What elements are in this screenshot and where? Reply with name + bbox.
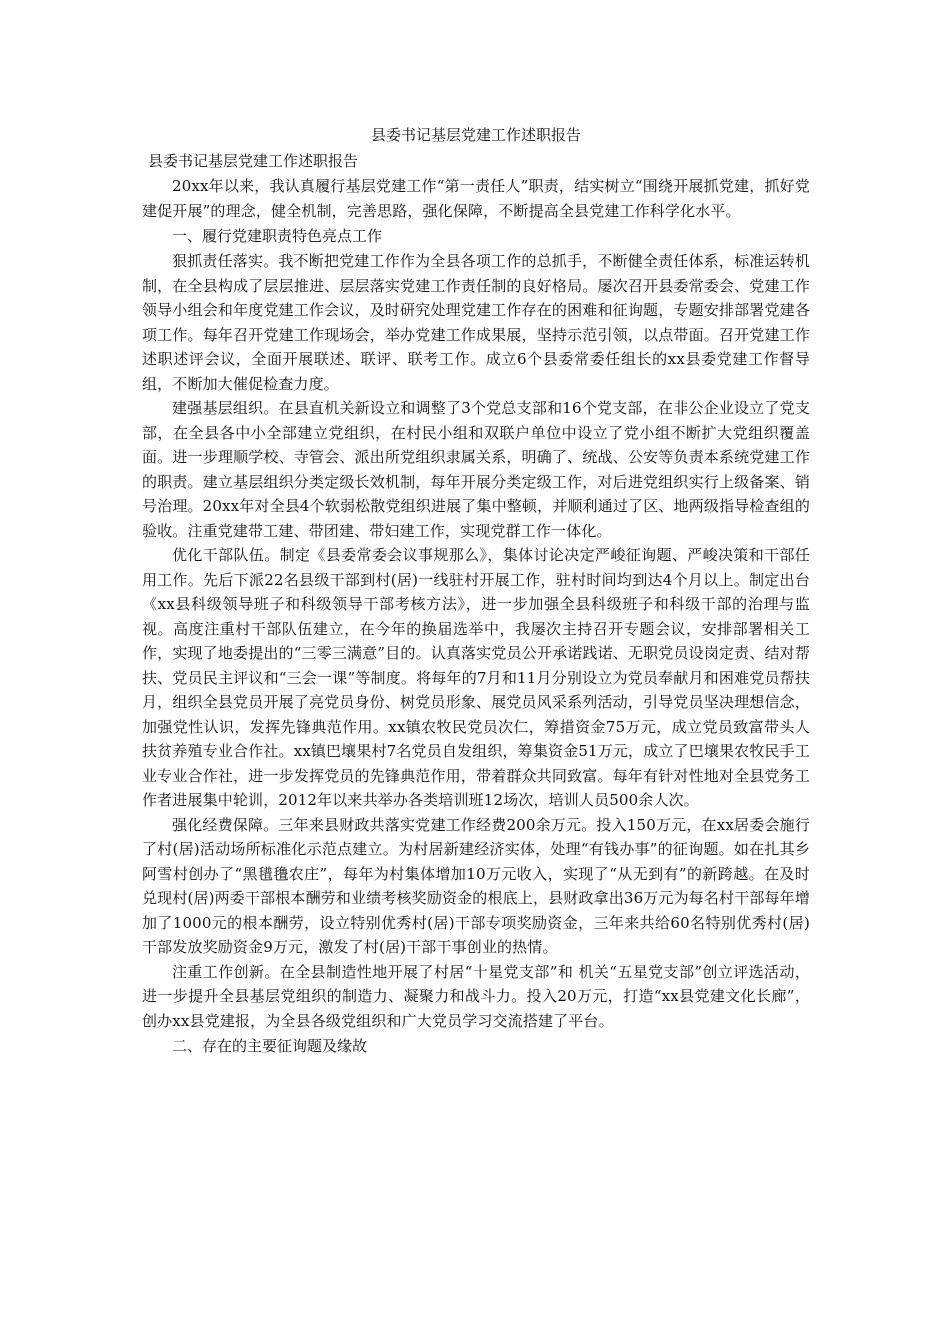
paragraph-organization: 建强基层组织。在县直机关新设立和调整了3个党总支部和16个党支部，在非公企业设立了党支部，在全县各中小全部建立党组织，在村民小组和双联户单位中设立了党小组不断扩大党组织覆盖面。进一步理顺学校、寺管会、派出所党组织隶属关系，明确了、统战、公安等负责本系统党建工作的职责。建立基层组织分类定级长效机制，每年开展分类定级工作，对后进党组织实行上级备案、销号治理。20xx年对全县4个软弱松散党组织进展了集中整顿，并顺利通过了区、地两级指导检查组的验收。注重党建带工建、带团建、带妇建工作，实现党群工作一体化。: [142, 399, 810, 540]
paragraph-responsibility: 狠抓责任落实。我不断把党建工作作为全县各项工作的总抓手，不断健全责任体系，标准运转机制，在全县构成了层层推进、层层落实党建工作责任制的良好格局。屡次召开县委常委会、党建工作领导小组会和年度党建工作会议，及时研究处理党建工作存在的困难和征询题，专题安排部署党建各项工作。每年召开党建工作现场会，举办党建工作成果展，坚持示范引领，以点带面。召开党建工作述职述评会议，全面开展联述、联评、联考工作。成立6个县委常委任组长的xx县委党建工作督导组，不断加大催促检查力度。: [142, 252, 810, 393]
paragraph-innovation: 注重工作创新。在全县制造性地开展了村居“十星党支部”和 机关“五星党支部”创立评选活动，进一步提升全县基层党组织的制造力、凝聚力和战斗力。投入20万元，打造“xx县党建文化长廊”， 创办xx县党建报，为全县各级党组织和广大党员学习交流搭建了平台。: [142, 962, 810, 1030]
intro-paragraph: 20xx年以来，我认真履行基层党建工作“第一责任人”职责，结实树立“围绕开展抓党建，抓好党建促开展”的理念，健全机制，完善思路，强化保障，不断提高全县党建工作科学化水平。: [142, 177, 810, 220]
document-title: 县委书记基层党建工作述职报告: [370, 126, 581, 144]
paragraph-funding: 强化经费保障。三年来县财政共落实党建工作经费200余万元。投入150万元，在xx居委会施行了村(居)活动场所标准化示范点建立。为村居新建经济实体，处理“有钱办事”的征询题。如在扎其乡阿雪村创办了“黑氆氇农庄”，每年为村集体增加10万元收入，实现了“从无到有”的新跨越。在及时兑现村(居)两委干部根本酬劳和业绩考核奖励资金的根底上，县财政拿出36万元为每名村干部每年增加了1000元的根本酬劳，设立特别优秀村(居)干部专项奖励资金，三年来共给60名特别优秀村(居)干部发放奖励资金9万元，激发了村(居)干部干事创业的热情。: [142, 815, 810, 956]
document-subtitle: 县委书记基层党建工作述职报告: [148, 152, 359, 170]
section-heading-1: 一、履行党建职责特色亮点工作: [172, 227, 383, 245]
paragraph-cadre-team: 优化干部队伍。制定《县委常委会议事规那么》，集体讨论决定严峻征询题、严峻决策和干部任 用工作。先后下派22名县级干部到村(居)一线驻村开展工作，驻村时间均到达4个月以上。制定出台《xx县科级领导班子和科级领导干部考核方法》，进一步加强全县科级班子和科级干部的治理与监视。高度注重村干部队伍建立，在今年的换届选举中，我屡次主持召开专题会议，安排部署相关工作，实现了地委提出的“三零三满意”目的。认真落实党员公开承诺践诺、无职党员设岗定责、结对帮扶、党员民主评议和“三会一课”等制度。将每年的7月和11月分别设立为党员奉献月和困难党员帮扶月，组织全县党员开展了亮党员身份、树党员形象、展党员风采系列活动，引导党员坚决理想信念，加强党性认识，发挥先锋典范作用。xx镇农牧民党员次仁，筹措资金75万元，成立党员致富带头人扶贫养殖专业合作社。xx镇巴壤果村7名党员自发组织，筹集资金51万元，成立了巴壤果农牧民手工业专业合作社，进一步发挥党员的先锋典范作用，带着群众共同致富。每年有针对性地对全县党务工作者进展集中轮训，2012年以来共举办各类培训班12场次，培训人员500余人次。: [142, 546, 810, 809]
document-page: [142, 122, 810, 1059]
section-heading-2: 二、存在的主要征询题及缘故: [172, 1037, 368, 1055]
